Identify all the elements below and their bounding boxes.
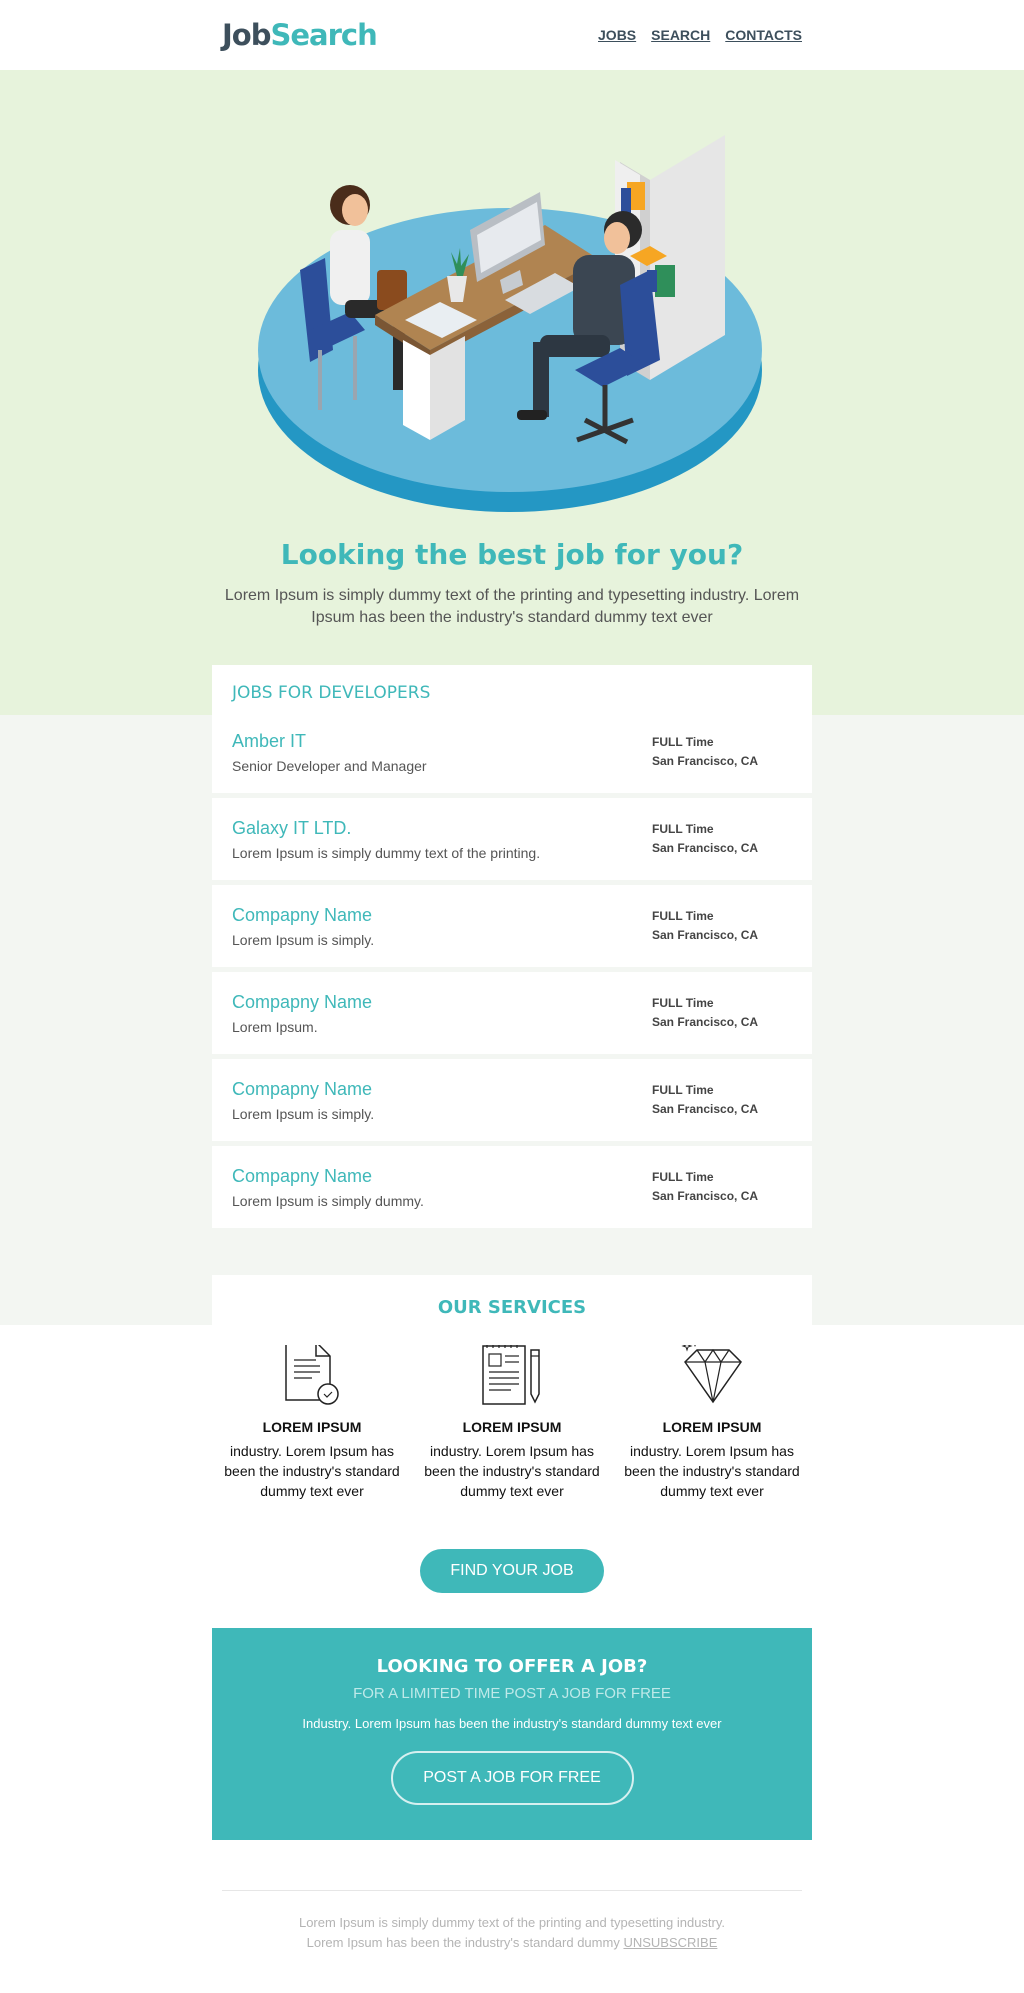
diamond-icon (679, 1340, 745, 1406)
jobs-list (212, 665, 812, 1233)
job-listing[interactable] (212, 798, 812, 880)
job-listing[interactable] (212, 711, 812, 793)
offer-text: Industry. Lorem Ipsum has been the industry's standard dummy text ever (302, 1716, 722, 1731)
job-description: Senior Developer and Manager (232, 757, 427, 774)
job-description: Lorem Ipsum is simply. (232, 1105, 375, 1122)
jobs-section (0, 683, 1024, 1325)
job-listing[interactable] (212, 885, 812, 967)
offer-subtitle: FOR A LIMITED TIME POST A JOB FOR FREE (353, 1685, 671, 1702)
jobs-heading: JOBS FOR DEVELOPERS (232, 683, 431, 703)
nav-link-jobs[interactable]: JOBS (598, 27, 637, 43)
find-your-job-button[interactable]: FIND YOUR JOB (420, 1549, 604, 1593)
job-description: Lorem Ipsum is simply dummy text of the printing. (232, 844, 541, 861)
services-header (212, 1275, 812, 1345)
footer-text-line2 (222, 1933, 802, 1953)
logo-part-search: Search (270, 18, 377, 52)
job-description: Lorem Ipsum. (232, 1018, 318, 1035)
service-item (212, 1333, 412, 1501)
job-type: FULL Time (652, 909, 714, 923)
hero-title: Looking the best job for you? (280, 538, 744, 571)
nav-link-search[interactable]: SEARCH (651, 27, 711, 43)
job-company[interactable]: Compapny Name (232, 904, 373, 925)
logo-part-job: Job (222, 18, 271, 52)
job-listing[interactable] (212, 1059, 812, 1141)
job-description: Lorem Ipsum is simply dummy. (232, 1192, 424, 1209)
footer (222, 1890, 802, 1953)
document-clock-icon (282, 1340, 342, 1406)
service-text: industry. Lorem Ipsum has been the industry's standard dummy text ever (224, 1443, 400, 1499)
job-type: FULL Time (652, 1083, 714, 1097)
service-text: industry. Lorem Ipsum has been the industry's standard dummy text ever (424, 1443, 600, 1499)
job-location: San Francisco, CA (652, 928, 759, 942)
job-type: FULL Time (652, 822, 714, 836)
logo[interactable] (222, 18, 377, 52)
services-list (212, 1325, 812, 1501)
hero-text: Lorem Ipsum is simply dummy text of the printing and typesetting industry. Lorem Ipsum has been the industry's standard dummy text ever (224, 587, 800, 626)
footer-text: Lorem Ipsum has been the industry's standard dummy (306, 1935, 620, 1950)
nav-link-contacts[interactable]: CONTACTS (725, 27, 802, 43)
offer-banner (212, 1628, 812, 1840)
job-type: FULL Time (652, 1170, 714, 1184)
job-company[interactable]: Compapny Name (232, 991, 373, 1012)
unsubscribe-link[interactable]: UNSUBSCRIBE (623, 1935, 718, 1950)
service-title: LOREM IPSUM (662, 1419, 762, 1435)
service-title: LOREM IPSUM (462, 1419, 562, 1435)
service-item (412, 1333, 612, 1501)
job-location: San Francisco, CA (652, 1015, 759, 1029)
job-company[interactable]: Compapny Name (232, 1165, 373, 1186)
footer-text-line1: Lorem Ipsum is simply dummy text of the printing and typesetting industry. (298, 1915, 726, 1930)
job-company[interactable]: Amber IT (232, 730, 307, 751)
job-company[interactable]: Compapny Name (232, 1078, 373, 1099)
notepad-pencil-icon (479, 1340, 545, 1406)
header (0, 0, 1024, 70)
job-listing[interactable] (212, 1146, 812, 1228)
top-nav (598, 27, 802, 43)
job-type: FULL Time (652, 735, 714, 749)
post-job-button[interactable]: POST A JOB FOR FREE (391, 1751, 634, 1805)
job-location: San Francisco, CA (652, 841, 759, 855)
service-text: industry. Lorem Ipsum has been the industry's standard dummy text ever (624, 1443, 800, 1499)
services-heading: OUR SERVICES (437, 1297, 587, 1318)
job-location: San Francisco, CA (652, 1189, 759, 1203)
job-listing[interactable] (212, 972, 812, 1054)
job-location: San Francisco, CA (652, 1102, 759, 1116)
jobs-header (212, 665, 812, 711)
offer-title: LOOKING TO OFFER A JOB? (376, 1656, 648, 1677)
job-location: San Francisco, CA (652, 754, 759, 768)
service-title: LOREM IPSUM (262, 1419, 362, 1435)
hero-section (0, 70, 1024, 715)
hero-illustration (255, 80, 765, 520)
job-description: Lorem Ipsum is simply. (232, 931, 375, 948)
service-item (612, 1333, 812, 1501)
job-type: FULL Time (652, 996, 714, 1010)
job-company[interactable]: Galaxy IT LTD. (232, 817, 352, 838)
